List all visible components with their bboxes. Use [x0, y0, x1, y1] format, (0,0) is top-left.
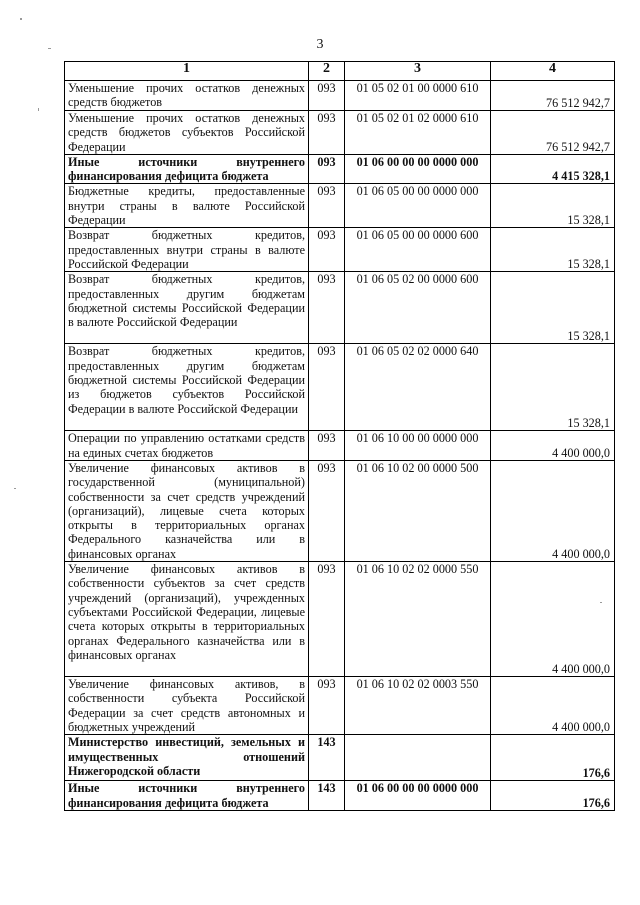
cell-name: Возврат бюджетных кредитов, предоставленных внутри страны в валюте Российской Федерации [65, 228, 309, 272]
table-row [65, 184, 615, 228]
cell-admin-code: 093 [309, 111, 345, 155]
cell-admin-code: 093 [309, 344, 345, 431]
cell-amount: 176,6 [491, 735, 615, 781]
cell-admin-code: 093 [309, 228, 345, 272]
cell-classification-code: 01 06 10 02 02 0003 550 [345, 677, 491, 735]
cell-admin-code: 093 [309, 81, 345, 111]
table-row [65, 272, 615, 344]
cell-amount: 4 400 000,0 [491, 677, 615, 735]
column-header-name: 1 [65, 62, 309, 81]
table-row [65, 677, 615, 735]
cell-amount: 76 512 942,7 [491, 111, 615, 155]
column-header-admin-code: 2 [309, 62, 345, 81]
cell-name: Иные источники внутреннего финансирования дефицита бюджета [65, 781, 309, 811]
cell-name: Иные источники внутреннего финансирования дефицита бюджета [65, 154, 309, 184]
table-row [65, 154, 615, 184]
cell-amount: 4 415 328,1 [491, 154, 615, 184]
cell-name: Операции по управлению остатками средств на единых счетах бюджетов [65, 431, 309, 461]
cell-amount: 15 328,1 [491, 344, 615, 431]
cell-classification-code: 01 05 02 01 02 0000 610 [345, 111, 491, 155]
cell-amount: 4 400 000,0 [491, 562, 615, 677]
cell-name: Возврат бюджетных кредитов, предоставленных другим бюджетам бюджетной системы Российской Федерации в валюте Российской Федерации [65, 272, 309, 344]
cell-classification-code: 01 06 10 00 00 0000 000 [345, 431, 491, 461]
scan-speck [48, 48, 51, 49]
cell-classification-code: 01 06 10 02 02 0000 550 [345, 562, 491, 677]
cell-admin-code: 143 [309, 781, 345, 811]
cell-name: Увеличение финансовых активов в государственной (муниципальной) собственности за счет средств учреждений (организаций), лицевые счета которых открыты в территориальных органах Федерального казначейства или в финансовых органах [65, 460, 309, 561]
cell-admin-code: 093 [309, 460, 345, 561]
cell-admin-code: 143 [309, 735, 345, 781]
cell-classification-code: 01 06 10 02 00 0000 500 [345, 460, 491, 561]
cell-amount: 15 328,1 [491, 228, 615, 272]
cell-amount: 176,6 [491, 781, 615, 811]
scan-speck [14, 488, 16, 489]
cell-name: Увеличение финансовых активов, в собственности субъекта Российской Федерации за счет средств автономных и бюджетных учреждений [65, 677, 309, 735]
scan-speck [600, 602, 602, 603]
cell-classification-code: 01 06 00 00 00 0000 000 [345, 154, 491, 184]
cell-classification-code: 01 06 05 00 00 0000 600 [345, 228, 491, 272]
cell-admin-code: 093 [309, 677, 345, 735]
cell-admin-code: 093 [309, 154, 345, 184]
cell-name: Возврат бюджетных кредитов, предоставленных другим бюджетам бюджетной системы Российской Федерации из бюджетов субъектов Российской Федерации в валюте Российской Федерации [65, 344, 309, 431]
cell-amount: 76 512 942,7 [491, 81, 615, 111]
cell-amount: 15 328,1 [491, 272, 615, 344]
scan-speck [38, 108, 39, 111]
page-number: 3 [316, 37, 324, 52]
table-header-row [65, 62, 615, 81]
cell-admin-code: 093 [309, 272, 345, 344]
table-row [65, 228, 615, 272]
table-body [65, 81, 615, 811]
cell-classification-code: 01 06 05 00 00 0000 000 [345, 184, 491, 228]
cell-classification-code [345, 735, 491, 781]
cell-name: Уменьшение прочих остатков денежных средств бюджетов субъектов Российской Федерации [65, 111, 309, 155]
column-header-classification-code: 3 [345, 62, 491, 81]
cell-amount: 4 400 000,0 [491, 460, 615, 561]
cell-amount: 4 400 000,0 [491, 431, 615, 461]
cell-name: Увеличение финансовых активов в собственности субъектов за счет средств учреждений (организаций), учрежденных субъектами Российской Федерации, лицевые счета которых открыты в территориальных органах Федерального казначейства или в финансовых органах [65, 562, 309, 677]
cell-amount: 15 328,1 [491, 184, 615, 228]
budget-sources-table [64, 61, 615, 811]
table-row [65, 735, 615, 781]
cell-admin-code: 093 [309, 431, 345, 461]
table-row [65, 781, 615, 811]
table-row [65, 111, 615, 155]
cell-admin-code: 093 [309, 184, 345, 228]
scan-speck [20, 18, 22, 20]
cell-name: Министерство инвестиций, земельных и имущественных отношений Нижегородской области [65, 735, 309, 781]
cell-name: Уменьшение прочих остатков денежных средств бюджетов [65, 81, 309, 111]
table-row [65, 431, 615, 461]
cell-classification-code: 01 06 05 02 00 0000 600 [345, 272, 491, 344]
cell-classification-code: 01 05 02 01 00 0000 610 [345, 81, 491, 111]
cell-admin-code: 093 [309, 562, 345, 677]
table-row [65, 562, 615, 677]
table-row [65, 81, 615, 111]
cell-classification-code: 01 06 05 02 02 0000 640 [345, 344, 491, 431]
table-row [65, 460, 615, 561]
cell-classification-code: 01 06 00 00 00 0000 000 [345, 781, 491, 811]
cell-name: Бюджетные кредиты, предоставленные внутри страны в валюте Российской Федерации [65, 184, 309, 228]
column-header-amount: 4 [491, 62, 615, 81]
table-row [65, 344, 615, 431]
